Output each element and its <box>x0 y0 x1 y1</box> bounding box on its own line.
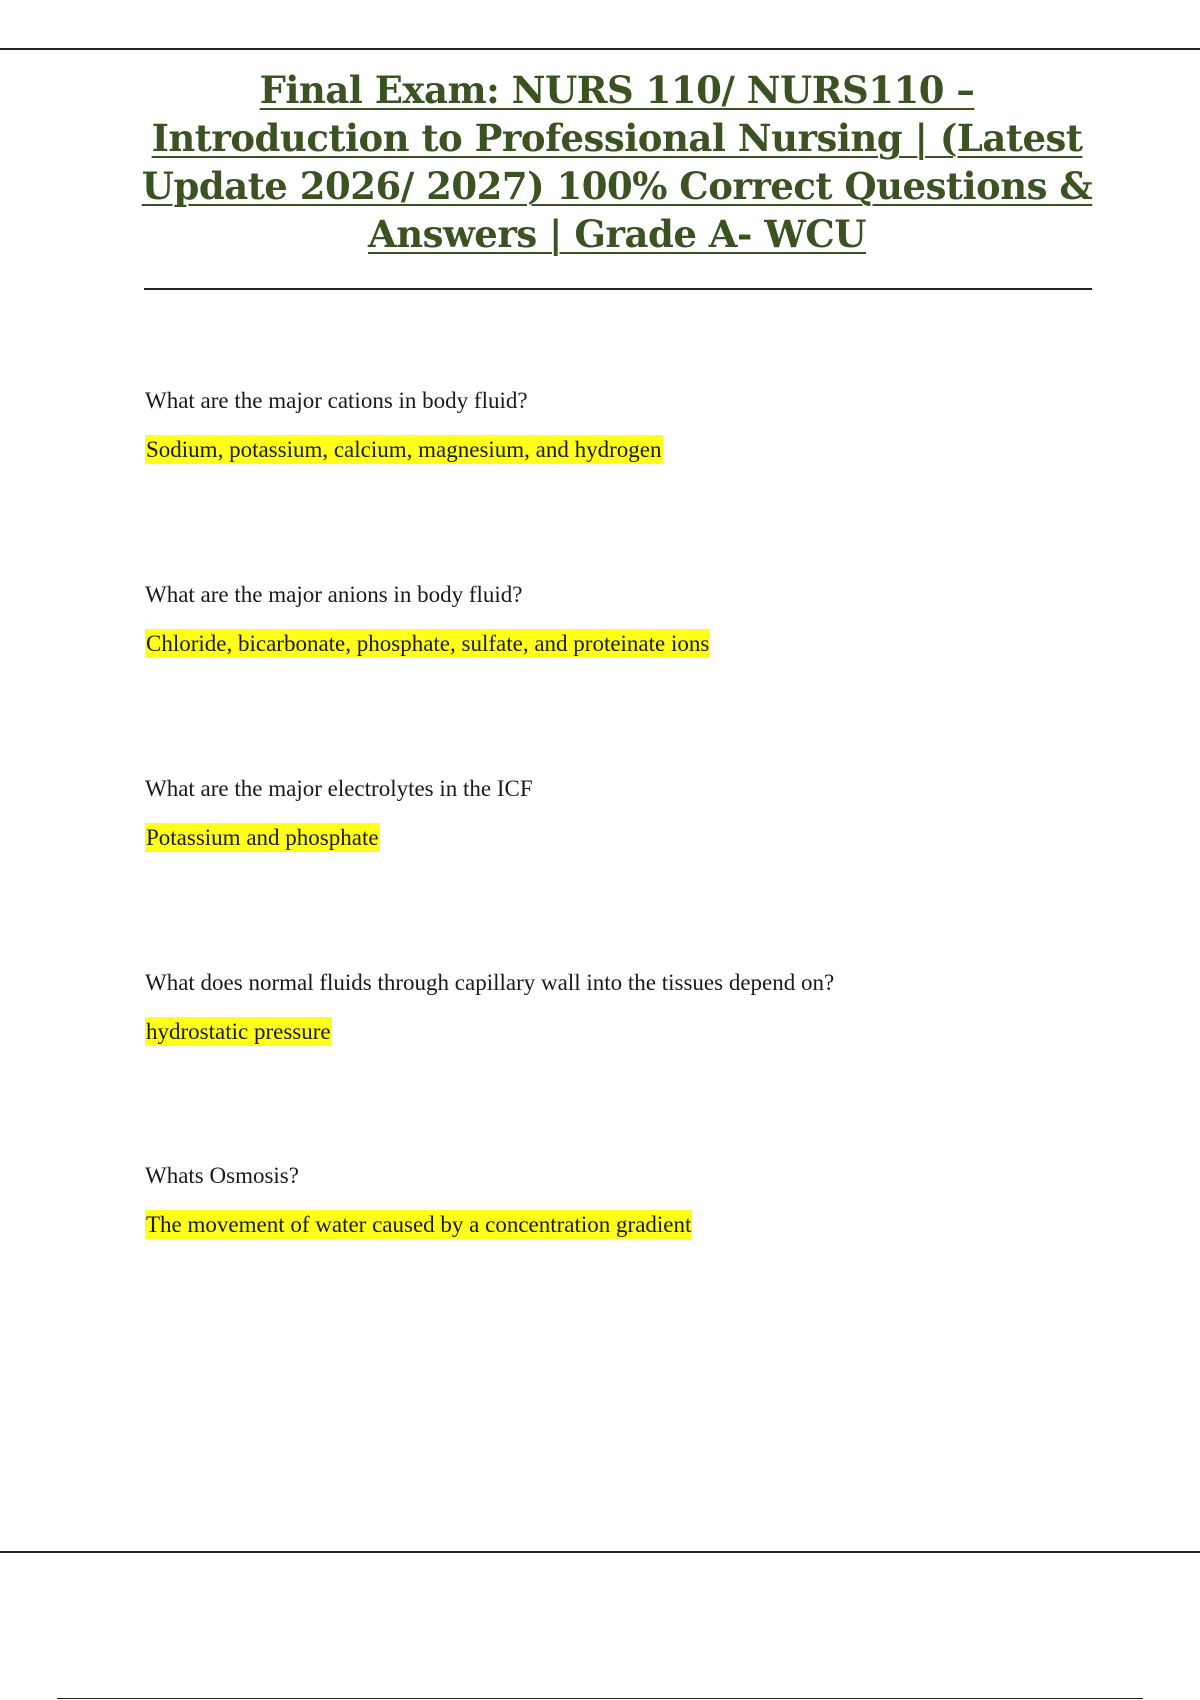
question-text: What are the major anions in body fluid? <box>145 582 523 607</box>
question-text: What are the major cations in body fluid? <box>145 388 528 413</box>
qa-item <box>145 387 1105 464</box>
highlighted-answer: The movement of water caused by a concentration gradient <box>146 1212 692 1237</box>
qa-item <box>145 581 1105 658</box>
qa-item <box>145 1162 1105 1239</box>
highlighted-answer: Chloride, bicarbonate, phosphate, sulfate, and proteinate ions <box>146 631 710 656</box>
qa-item <box>145 775 1105 852</box>
highlighted-answer: Potassium and phosphate <box>146 825 379 850</box>
highlighted-answer: Sodium, potassium, calcium, magnesium, and hydrogen <box>146 437 662 462</box>
document-title: Final Exam: NURS 110/ NURS110 – Introduction to Professional Nursing | (Latest Update 2026/ 2027) 100% Correct Questions & Answers | Grade A- WCU <box>141 68 1093 256</box>
footer-divider <box>0 1551 1200 1553</box>
top-divider <box>0 48 1200 50</box>
title-divider <box>144 288 1092 290</box>
question-text: What does normal fluids through capillary wall into the tissues depend on? <box>145 970 835 995</box>
bottom-divider <box>57 1698 1143 1699</box>
question-text: Whats Osmosis? <box>145 1163 299 1188</box>
highlighted-answer: hydrostatic pressure <box>146 1019 331 1044</box>
question-text: What are the major electrolytes in the ICF <box>145 776 533 801</box>
qa-item <box>145 969 1105 1046</box>
